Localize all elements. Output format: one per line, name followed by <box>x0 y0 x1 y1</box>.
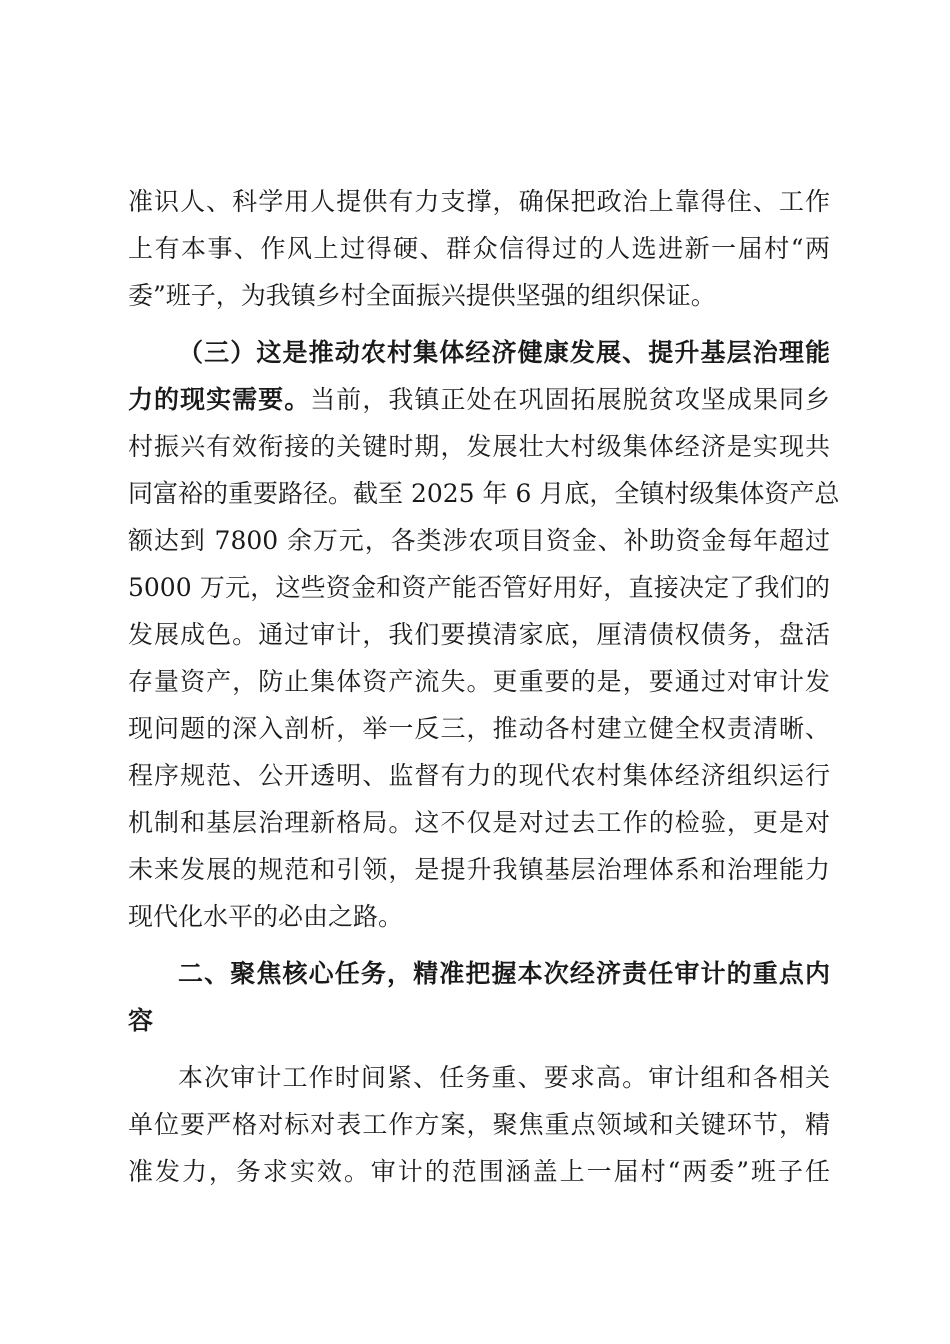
document-page <box>128 178 840 1195</box>
text-line: 额达到 7800 余万元，各类涉农项目资金、补助资金每年超过 <box>128 526 830 555</box>
text-line: 现代化水平的必由之路。 <box>128 902 404 931</box>
text-line-mixed <box>128 376 830 423</box>
subheading-tail: 力的现实需要。 <box>128 385 311 414</box>
paragraph-1 <box>128 178 830 319</box>
heading-line: 二、聚焦核心任务，精准把握本次经济责任审计的重点内 <box>178 959 830 988</box>
text-line: 存量资产，防止集体资产流失。更重要的是，要通过对审计发 <box>128 667 830 696</box>
text-line: 未来发展的规范和引领，是提升我镇基层治理体系和治理能力 <box>128 855 830 884</box>
text-line: 单位要严格对标对表工作方案，聚焦重点领域和关键环节，精 <box>128 1110 830 1139</box>
subheading-line: （三）这是推动农村集体经济健康发展、提升基层治理能 <box>178 338 830 367</box>
text-span: 当前，我镇正处在巩固拓展脱贫攻坚成果同乡 <box>310 385 830 414</box>
paragraph-3 <box>128 1054 830 1195</box>
text-line: 本次审计工作时间紧、任务重、要求高。审计组和各相关 <box>178 1063 830 1092</box>
text-line: 同富裕的重要路径。截至 2025 年 6 月底，全镇村级集体资产总 <box>128 479 840 508</box>
text-line: 委”班子，为我镇乡村全面振兴提供坚强的组织保证。 <box>128 281 716 310</box>
text-line: 准发力，务求实效。审计的范围涵盖上一届村“两委”班子任 <box>128 1157 830 1186</box>
section-heading <box>128 950 830 1044</box>
text-line: 机制和基层治理新格局。这不仅是对过去工作的检验，更是对 <box>128 808 830 837</box>
text-line: 5000 万元，这些资金和资产能否管好用好，直接决定了我们的 <box>128 573 830 602</box>
text-line: 准识人、科学用人提供有力支撑，确保把政治上靠得住、工作 <box>128 187 830 216</box>
paragraph-2 <box>128 329 840 940</box>
text-line: 上有本事、作风上过得硬、群众信得过的人选进新一届村“两 <box>128 234 830 263</box>
text-line: 现问题的深入剖析，举一反三，推动各村建立健全权责清晰、 <box>128 714 830 743</box>
text-line: 村振兴有效衔接的关键时期，发展壮大村级集体经济是实现共 <box>128 432 830 461</box>
heading-line: 容 <box>128 1006 154 1035</box>
text-line: 程序规范、公开透明、监督有力的现代农村集体经济组织运行 <box>128 761 830 790</box>
text-line: 发展成色。通过审计，我们要摸清家底，厘清债权债务，盘活 <box>128 620 830 649</box>
